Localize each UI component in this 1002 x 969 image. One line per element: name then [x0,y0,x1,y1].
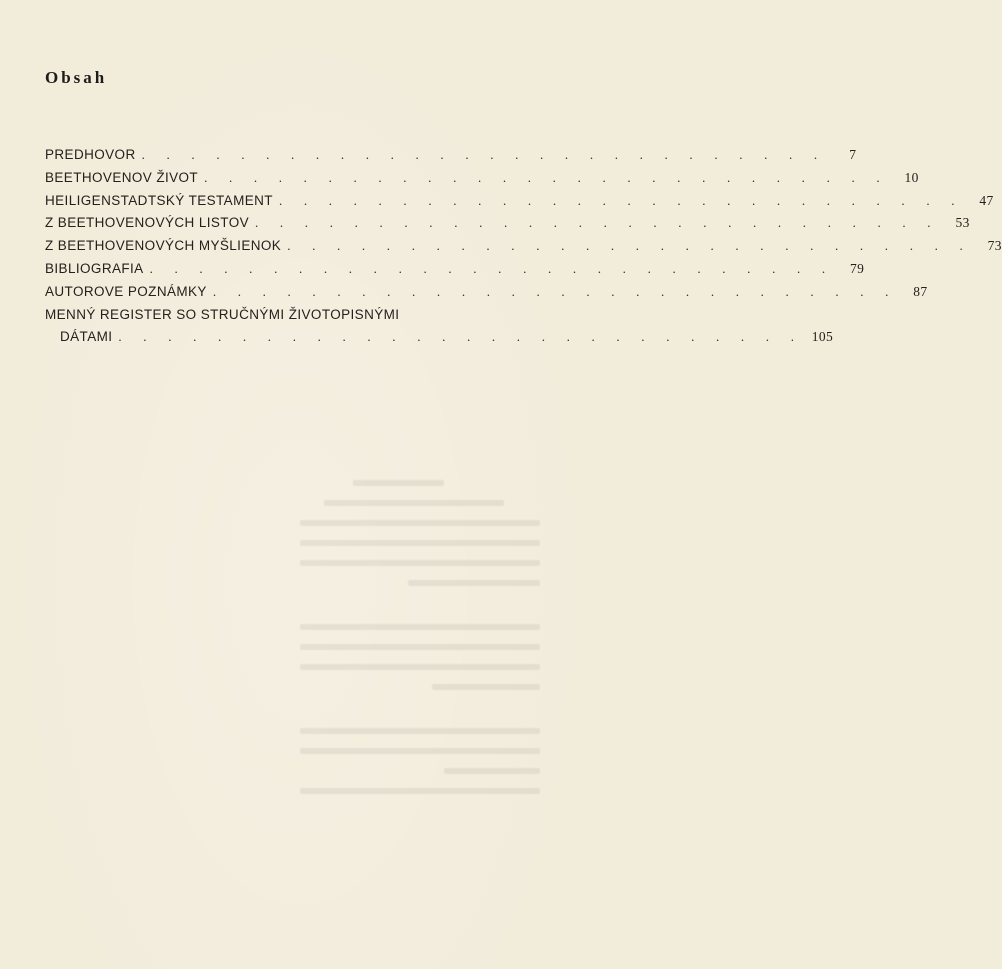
toc-entry[interactable] [45,238,1002,261]
toc-entry-title-continuation: DÁTAMI [60,329,113,345]
toc-entry-title: BEETHOVENOV ŽIVOT [45,169,199,185]
table-of-contents [45,147,1002,352]
dot-leader: . . . . . . . . . . . . . . . . . . . . . . . . . . . . [118,329,804,345]
toc-entry-title: HEILIGENSTADTSKÝ TESTAMENT [45,192,273,208]
toc-entry-title: Z BEETHOVENOVÝCH MYŠLIENOK [45,238,282,254]
toc-entry[interactable] [45,169,919,193]
toc-entry[interactable] [45,260,865,284]
dot-leader: . . . . . . . . . . . . . . . . . . . . . . . . . . . . [149,260,835,276]
bleed-through-text [300,480,540,860]
toc-entry-page: 79 [850,260,865,276]
dot-leader: . . . . . . . . . . . . . . . . . . . . . . . . . . . . [141,147,827,162]
toc-entry-page: 87 [913,283,928,299]
toc-entry-page: 53 [955,215,970,231]
toc-entry[interactable] [45,307,515,330]
toc-entry[interactable] [45,147,857,170]
toc-entry[interactable] [45,192,994,216]
dot-leader: . . . . . . . . . . . . . . . . . . . . . . . . . . . . [204,169,889,185]
toc-entry-title: BIBLIOGRAFIA [45,260,144,276]
toc-entry-page: 47 [979,192,994,208]
toc-entry[interactable] [45,283,928,307]
toc-entry-page: 105 [811,329,834,345]
toc-entry-page: 73 [987,238,1002,254]
toc-entry[interactable] [45,215,970,238]
toc-entry-title: MENNÝ REGISTER SO STRUČNÝMI ŽIVOTOPISNÝMI [45,306,400,322]
toc-heading: Obsah [45,68,108,87]
dot-leader: . . . . . . . . . . . . . . . . . . . . . . . . . . . . [212,283,898,299]
toc-entry-title: AUTOROVE POZNÁMKY [45,283,207,299]
toc-entry-page: 7 [849,147,857,162]
toc-entry-title: PREDHOVOR [45,147,136,162]
dot-leader: . . . . . . . . . . . . . . . . . . . . . . . . . . . . [255,215,940,231]
toc-entry-page: 10 [904,169,919,185]
dot-leader: . . . . . . . . . . . . . . . . . . . . . . . . . . . . [278,192,964,208]
toc-entry-title: Z BEETHOVENOVÝCH LISTOV [45,215,249,231]
toc-entry-continuation[interactable] [45,329,834,352]
dot-leader: . . . . . . . . . . . . . . . . . . . . . . . . . . . . [287,238,972,254]
